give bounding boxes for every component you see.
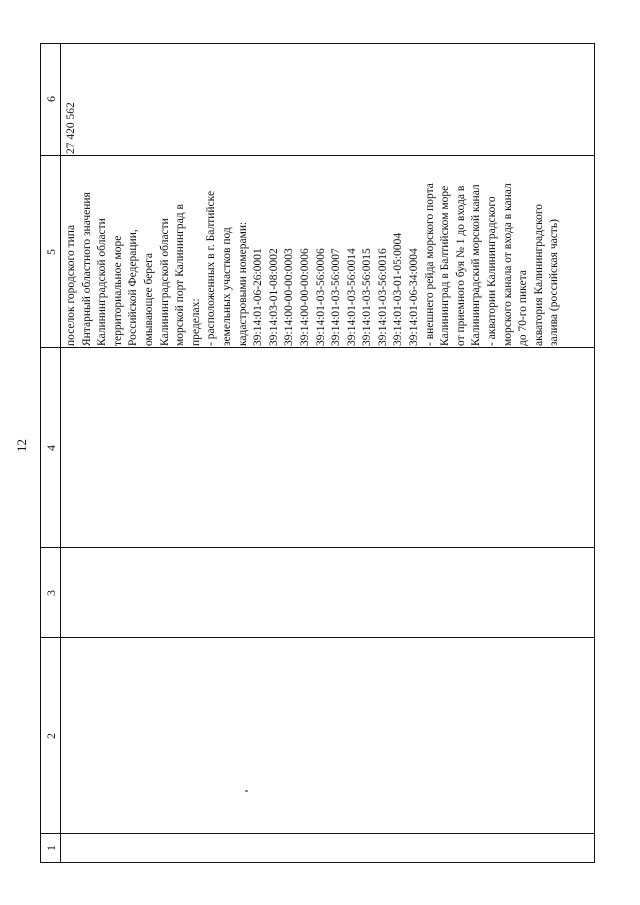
col-header-3: 3 bbox=[44, 590, 58, 596]
col5-line: 39:14:01-03-01-05:0004 bbox=[392, 232, 405, 346]
col5-line: морского канала от входа в канал bbox=[501, 183, 514, 346]
page-number: 12 bbox=[14, 439, 29, 452]
col5-line: 39:14:01-06-26:0001 bbox=[252, 248, 265, 346]
col-header-1: 1 bbox=[44, 845, 58, 851]
scan-speck bbox=[245, 790, 248, 792]
col5-line: Российской Федерации, bbox=[127, 229, 140, 346]
col5-line: кадастровыми номерами: bbox=[236, 221, 249, 346]
col5-line: земельных участков под bbox=[220, 227, 233, 346]
col5-line: пределах: bbox=[189, 298, 202, 346]
col5-line: до 70-го пикета bbox=[517, 270, 530, 346]
col5-line: Калининградской области bbox=[96, 218, 109, 346]
column-divider bbox=[41, 833, 594, 834]
col5-line: 39:14:01-03-56:0007 bbox=[330, 248, 343, 346]
col5-line: Калининград в Балтийском море bbox=[439, 185, 452, 346]
col5-line: 39:14:03-01-08:0002 bbox=[267, 248, 280, 346]
col5-line: 39:14:01-03-56:0015 bbox=[361, 248, 374, 346]
col5-line: 39:14:01-06-34:0004 bbox=[408, 248, 421, 346]
col5-line: Янтарный областного значения bbox=[80, 192, 93, 346]
col-header-6: 6 bbox=[44, 96, 58, 102]
col5-line: Калининградской области bbox=[158, 218, 171, 346]
col5-line: 39:14:01-03-56:0016 bbox=[376, 248, 389, 346]
col5-line: территориальное море bbox=[111, 235, 124, 346]
col5-line: - расположенных в г. Балтийске bbox=[205, 190, 218, 346]
col5-line: омывающее берега bbox=[142, 253, 155, 346]
col5-line: Калининградский морской канал bbox=[470, 184, 483, 346]
col5-line: залива (российская часть) bbox=[548, 219, 561, 346]
col5-line: 39:14:00-00-00:0003 bbox=[283, 248, 296, 346]
col5-line: морской порт Калининград в bbox=[174, 204, 187, 346]
col6-value: 27 420 562 bbox=[65, 102, 77, 154]
col-header-2: 2 bbox=[44, 733, 58, 739]
col-header-5: 5 bbox=[44, 249, 58, 255]
col5-line: от приемного буя № 1 до входа в bbox=[454, 185, 467, 346]
col5-line: акватория Калининградского bbox=[532, 203, 545, 346]
column-divider bbox=[41, 547, 594, 548]
col5-line: - внешнего рейда морского порта bbox=[423, 183, 436, 346]
data-table bbox=[40, 43, 595, 863]
col-header-4: 4 bbox=[44, 445, 58, 451]
col5-description bbox=[64, 156, 563, 348]
col5-line: 39:14:01-03-56:0014 bbox=[345, 248, 358, 346]
table-header-row bbox=[41, 44, 61, 862]
col5-line: 39:14:00-00-00:0006 bbox=[298, 248, 311, 346]
col5-line: - акватории Калининградского bbox=[486, 196, 499, 346]
column-divider bbox=[41, 637, 594, 638]
col5-line: 39:14:01-03-56:0006 bbox=[314, 248, 327, 346]
col5-line: поселок городского типа bbox=[65, 224, 77, 346]
